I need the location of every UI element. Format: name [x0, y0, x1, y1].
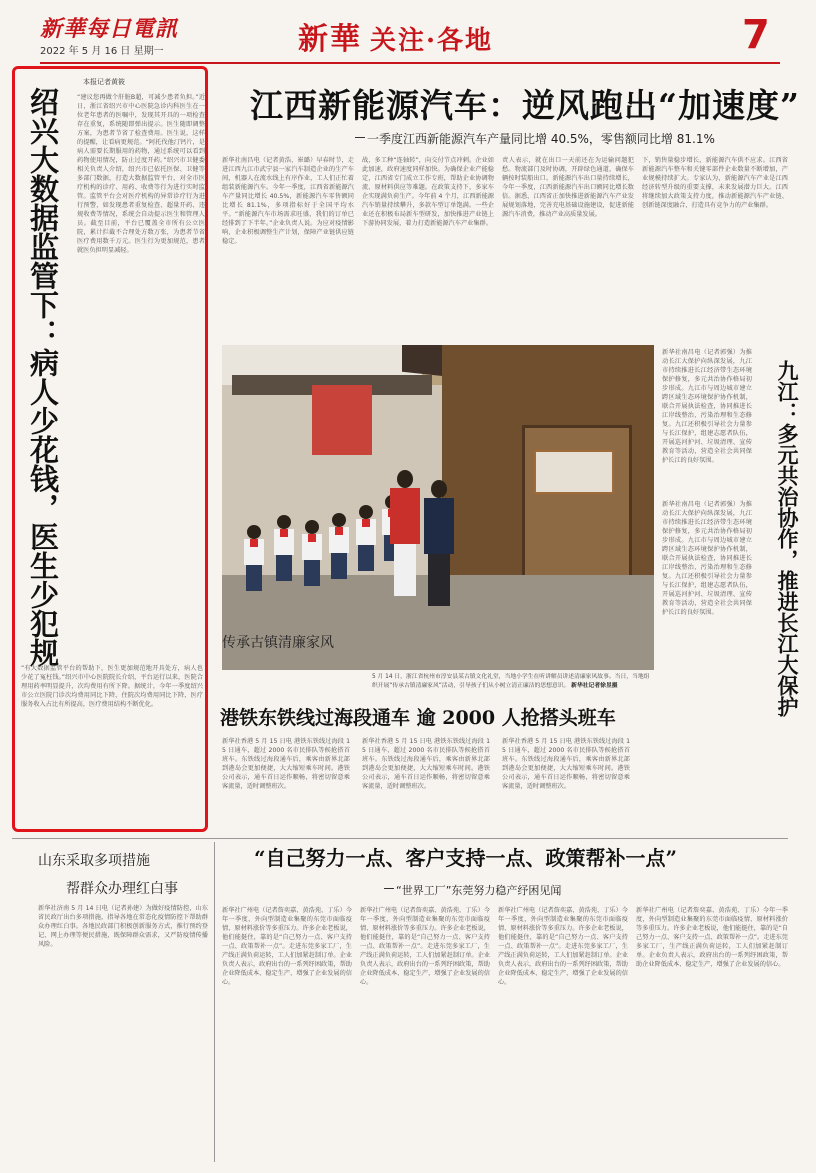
hk-railway-col-2: 新华社香港 5 月 15 日电 港铁东铁线过海段 15 日通车，超过 2000 名市民排队等候抢搭首班车。东铁线过海段通车后，乘客由新界北部到港岛会更加便捷，大大缩短乘车时间。港铁公司表示，通车首日运作顺畅，将密切留意乘客流量，适时调整班次。 [362, 738, 490, 790]
photo-child [272, 515, 296, 585]
photo-title: 传承古镇清廉家风 [222, 635, 334, 651]
dongguan-col-2: 新华社广州电（记者詹奕嘉、黄浩苑、丁乐）今年一季度，外向型制造业集聚的东莞市面临疫情、原材料涨价等多重压力。许多企业老板说，他们能挺住，靠的是“自己努力一点、客户支持一点、政策帮补一点”。走进东莞多家工厂，生产线正满负荷运转，工人们加紧赶制订单。企业负责人表示，政府出台的一系列纾困政策，帮助企业降低成本、稳定生产，增强了企业发展的信心。 [360, 907, 490, 986]
section-logo: 新華 [298, 22, 362, 57]
shandong-article-body: 新华社济南 5 月 14 日电（记者孙建）为做好疫情防控，山东省民政厅出台多项措施，指导各地在常态化疫情防控下帮助群众办理红白事。各地民政部门积极创新服务方式，推行预约登记、网上办理等便民措施，既保障群众需求，又严防疫情传播风险。 [38, 905, 208, 948]
main-article-col-4: 下，销售量稳步增长，新能源汽车供不应求。江西省新能源汽车整车和关键零部件企业数量不断增加，产业规模持续扩大。专家认为，新能源汽车产业是江西经济转型升级的重要支撑，未来发展潜力巨大。江西将继续加大政策支持力度，推动新能源汽车产业链、创新链深度融合，打造具有竞争力的产业集群。 [642, 157, 788, 209]
photo-adult-woman [388, 470, 422, 600]
dongguan-col-1: 新华社广州电（记者詹奕嘉、黄浩苑、丁乐）今年一季度，外向型制造业集聚的东莞市面临疫情、原材料涨价等多重压力。许多企业老板说，他们能挺住，靠的是“自己努力一点、客户支持一点、政策帮补一点”。走进东莞多家工厂，生产线正满负荷运转，工人们加紧赶制订单。企业负责人表示，政府出台的一系列纾困政策，帮助企业降低成本、稳定生产，增强了企业发展的信心。 [222, 907, 352, 986]
main-article-col-1: 新华社南昌电（记者黄浩、崔璐）早春时节，走进江西九江市武宁县一家汽车制造企业的生产车间，机器人在流水线上有序作业，工人们正忙着组装新能源汽车。今年一季度，江西省新能源汽车产量同比增长 40.5%，新能源汽车零售额同比增长 81.1%，多项指标好于全国平均水平。“新能源汽车市场需求旺盛，我们的订单已经排到了下半年。”企业负责人说。为应对疫情影响，企业积极调整生产计划，保障产业链供应链稳定。 [222, 157, 354, 245]
news-photo-kids-ancient-town[interactable] [222, 345, 654, 670]
main-subheadline: 一季度江西新能源汽车产量同比增 40.5%，零售额同比增 81.1% [367, 132, 715, 146]
photo-signboard [534, 450, 614, 494]
article-kicker: 本报记者黄筱 [83, 78, 125, 86]
main-headline: 江西新能源汽车：逆风跑出“加速度” [250, 86, 800, 125]
photo-child [300, 520, 324, 590]
photo-child [327, 513, 351, 583]
article-body: “建议您再做个肝脏B超，可减少患者负担。”近日，浙江省绍兴市中心医院急诊内科医生在一位老年患者的医嘱中，发现其开具的一项检查存在重复，系统随即弹出提示。医生随即调整方案，为患者节省了检查费用。医生说，这样的提醒，让看病更规范。“阿托伐他汀钙片，是病人需要长期服用的药物，通过系统可以看到药物使用情况，防止过度开药。”绍兴市卫健委相关负责人介绍，绍兴市已依托医保、卫健等多部门数据，打造大数据监管平台，对全市医疗机构的诊疗、用药、收费等行为进行实时监管。监管平台会对医疗机构的异常诊疗行为进行预警，如发现患者重复检查、超量开药、违规收费等情况，系统会自动提示医生和管理人员。截至目前，平台已覆盖全市所有公立医院，累计拦截不合理处方数万张，为患者节省医疗费用数千万元。医生行为更加规范，患者就医负担明显减轻。 [77, 94, 205, 254]
column-divider [214, 842, 215, 1162]
jiujiang-article-body: 新华社南昌电（记者郭强）为推动长江大保护向纵深发展，九江市持续推进长江经济带生态环境保护修复，多元共治协作格局初步形成。九江市与周边城市建立跨区域生态环境保护协作机制，联合开展执法检查，协同推进长江岸线整治、污染治理和生态修复。九江还积极引导社会力量参与长江保护，组建志愿者队伍，开展巡河护河、垃圾清理、宣传教育等活动，营造全社会共同保护长江的良好氛围。 [662, 501, 752, 616]
photo-child [242, 525, 266, 595]
photo-adult-man [422, 480, 456, 610]
newspaper-logo: 新華每日電訊 [40, 16, 179, 42]
jiujiang-article-top: 新华社南昌电（记者郭强）为推动长江大保护向纵深发展，九江市持续推进长江经济带生态环境保护修复，多元共治协作格局初步形成。九江市与周边城市建立跨区域生态环境保护协作机制，联合开展执法检查，协同推进长江岸线整治、污染治理和生态修复。九江还积极引导社会力量参与长江保护，组建志愿者队伍，开展巡河护河、垃圾清理、宣传教育等活动，营造全社会共同保护长江的良好氛围。 [662, 349, 752, 464]
main-article-col-2: 战，多工种“连轴转”，向交付节点冲刺。企业如此加速，政府速度同样加快。为确保企业产能稳定，江西省专门成立工作专班，帮助企业协调物流、原材料供应等难题。在政策支持下，多家车企实现满负荷生产。今年前 4 个月，江西新能源汽车销量持续攀升，多款车型订单饱满。一些企业还在积极布局新车型研发，加快推进产业链上下游协同发展，着力打造新能源汽车产业集群。 [362, 157, 494, 227]
dongguan-subheadline: “世界工厂”东莞努力稳产纾困见闻 [396, 884, 562, 897]
photo-child [354, 505, 378, 575]
page-number: 7 [742, 12, 770, 58]
section-header [298, 14, 493, 58]
masthead [0, 0, 816, 62]
shandong-headline-line1: 山东采取多项措施 [38, 853, 150, 869]
shandong-headline-line2: 帮群众办理红白事 [66, 881, 178, 897]
dongguan-col-4: 新华社广州电（记者詹奕嘉、黄浩苑、丁乐）今年一季度，外向型制造业集聚的东莞市面临疫情、原材料涨价等多重压力。许多企业老板说，他们能挺住，靠的是“自己努力一点、客户支持一点、政策帮补一点”。走进东莞多家工厂，生产线正满负荷运转，工人们加紧赶制订单。企业负责人表示，政府出台的一系列纾困政策，帮助企业降低成本、稳定生产，增强了企业发展的信心。 [636, 907, 788, 968]
masthead-rule [40, 62, 780, 64]
article-body-continued: “有大数据监管平台的帮助下，医生更加规范地开具处方，病人也少花了冤枉钱。”绍兴市中心医院院长介绍，平台运行以来，医院合理用药率明显提升，次均费用有所下降。据统计，今年一季度绍兴市公立医院门诊次均费用同比下降，住院次均费用同比下降，医疗服务收入占比有所提高，医疗费用结构不断优化。 [21, 665, 203, 708]
photo-caption-text: 5 月 14 日，浙江省杭州市淳安县某古镇文化礼堂，当地小学生在听讲解员讲述清廉家风故事。当日，当地组织开展“传承古镇清廉家风”活动，引导孩子们从小树立清正廉洁的思想意识。 [372, 674, 650, 689]
hk-railway-col-3: 新华社香港 5 月 15 日电 港铁东铁线过海段 15 日通车，超过 2000 名市民排队等候抢搭首班车。东铁线过海段通车后，乘客由新界北部到港岛会更加便捷，大大缩短乘车时间。港铁公司表示，通车首日运作顺畅，将密切留意乘客流量，适时调整班次。 [502, 738, 630, 790]
dongguan-col-3: 新华社广州电（记者詹奕嘉、黄浩苑、丁乐）今年一季度，外向型制造业集聚的东莞市面临疫情、原材料涨价等多重压力。许多企业老板说，他们能挺住，靠的是“自己努力一点、客户支持一点、政策帮补一点”。走进东莞多家工厂，生产线正满负荷运转，工人们加紧赶制订单。企业负责人表示，政府出台的一系列纾困政策，帮助企业降低成本、稳定生产，增强了企业发展的信心。 [498, 907, 628, 986]
issue-date: 2022 年 5 月 16 日 星期一 [40, 46, 164, 57]
hk-railway-headline: 港铁东铁线过海段通车 逾 2000 人抢搭头班车 [220, 707, 616, 729]
dongguan-headline: “自己努力一点、客户支持一点、政策帮补一点” [254, 846, 678, 870]
photo-caption [372, 673, 654, 690]
highlighted-article-shaoxing[interactable] [12, 66, 208, 832]
article-headline: 绍兴大数据监管下：病人少花钱，医生少犯规 [26, 87, 60, 667]
photo-credit: 新华社记者徐昱摄 [571, 682, 618, 689]
photo-banner [312, 385, 372, 455]
jiujiang-headline: 九江：多元共治协作，推进长江大保护 [775, 360, 800, 717]
hk-railway-col-1: 新华社香港 5 月 15 日电 港铁东铁线过海段 15 日通车，超过 2000 名市民排队等候抢搭首班车。东铁线过海段通车后，乘客由新界北部到港岛会更加便捷，大大缩短乘车时间。港铁公司表示，通车首日运作顺畅，将密切留意乘客流量，适时调整班次。 [222, 738, 350, 790]
main-article-col-3: 责人表示，就在出口一天前还在为运输问题犯愁。物流部门及时协调，开辟绿色通道，确保车辆按时装船出口。新能源汽车出口量持续增长，今年一季度，江西新能源汽车出口额同比增长数倍。据悉，江西省正加快推进新能源汽车产业发展规划落地，完善充电基础设施建设，促进新能源汽车消费，推动产业高质量发展。 [502, 157, 634, 218]
section-divider [12, 838, 788, 839]
section-name: 关注·各地 [370, 26, 494, 56]
